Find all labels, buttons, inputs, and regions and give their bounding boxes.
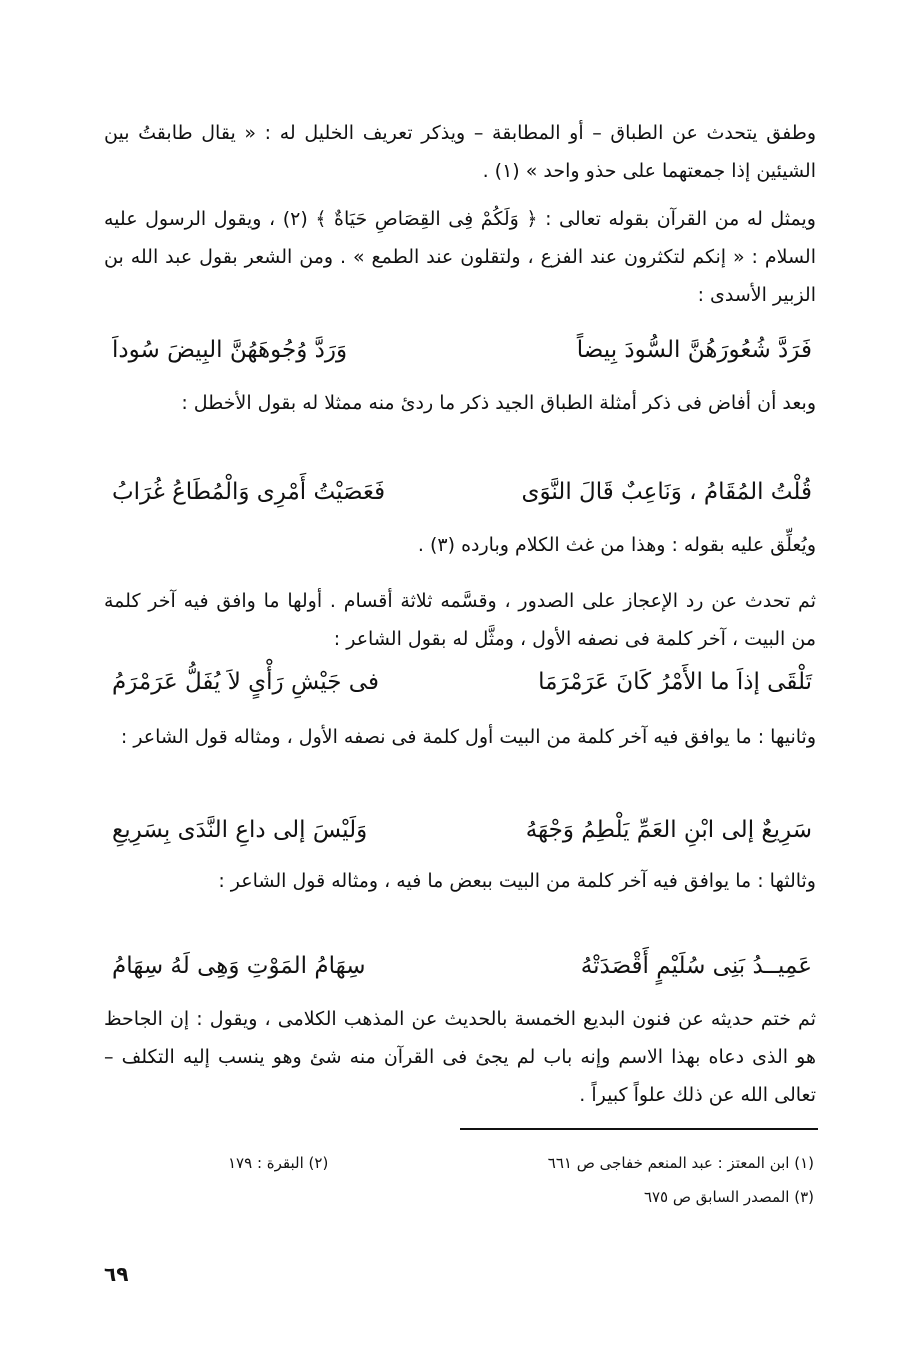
- verse-1: [112, 328, 812, 372]
- verse-5-second-hemistich: سِهَامُ المَوْتِ وَهِى لَهُ سِهَامُ: [112, 953, 366, 979]
- footnote-1: (١) ابن المعتز : عبد المنعم خفاجى ص ٦٦١: [547, 1154, 814, 1172]
- footnote-3: (٣) المصدر السابق ص ٦٧٥: [643, 1188, 814, 1206]
- verse-5-first-hemistich: عَمِيــدُ بَنِى سُلَيْمٍ أَقْصَدَتْهُ: [580, 953, 812, 979]
- verse-1-second-hemistich: وَرَدَّ وُجُوهَهُنَّ البِيضَ سُوداَ: [112, 337, 348, 363]
- paragraph-bad-tibaq: وبعد أن أفاض فى ذكر أمثلة الطباق الجيد ذكر ما ردئ منه ممثلا له بقول الأخطل :: [181, 392, 816, 414]
- verse-4-first-hemistich: سَرِيعٌ إلى ابْنِ العَمِّ يَلْطِمُ وَجْهَهُ: [525, 817, 812, 843]
- paragraph-second-type: وثانيها : ما يوافق فيه آخر كلمة من البيت أول كلمة فى نصفه الأول ، ومثاله قول الشاعر :: [120, 726, 816, 748]
- verse-2-first-hemistich: قُلْتُ المُقَامُ ، وَنَاعِبٌ قَالَ النَّوَى: [521, 479, 812, 505]
- verse-2-second-hemistich: فَعَصَيْتُ أَمْرِى وَالْمُطَاعُ غُرَابُ: [112, 479, 386, 505]
- verse-3: [112, 660, 812, 704]
- paragraph-radd-al-ijaz: ثم تحدث عن رد الإعجاز على الصدور ، وقسَّمه ثلاثة أقسام . أولها ما وافق فيه آخر كلمة من البيت ، آخر كلمة فى نصفه الأول ، ومثَّل له بقول الشاعر :: [104, 590, 816, 650]
- paragraph-tibaq-examples: ويمثل له من القرآن بقوله تعالى : ﴿ وَلَكُمْ فِى القِصَاصِ حَيَاةٌ ﴾ (٢) ، ويقول الرسول عليه السلام : « إنكم لتكثرون عند الفزع ، ولتقلون عند الطمع » . ومن الشعر بقول عبد الله بن الزبير الأسدى :: [104, 208, 816, 306]
- footnote-separator: [460, 1128, 818, 1130]
- paragraph-third-type: وثالثها : ما يوافق فيه آخر كلمة من البيت ببعض ما فيه ، ومثاله قول الشاعر :: [218, 870, 816, 892]
- verse-3-second-hemistich: فى جَيْشِ رَأْىٍ لاَ يُفَلُّ عَرَمْرَمُ: [112, 669, 379, 695]
- verse-5: [112, 944, 812, 988]
- page-number: ٦٩: [104, 1262, 129, 1286]
- verse-2: [112, 470, 812, 514]
- paragraph-madhhab-kalami: ثم ختم حديثه عن فنون البديع الخمسة بالحديث عن المذهب الكلامى ، ويقول : إن الجاحظ هو الذى دعاه بهذا الاسم وإنه باب لم يجئ فى القرآن منه شئ وهو ينسب إليه التكلف – تعالى الله عن ذلك علواً كبيراً .: [104, 1008, 816, 1106]
- verse-3-first-hemistich: تَلْقَى إذاَ ما الأَمْرُ كَانَ عَرَمْرَمَا: [538, 669, 812, 695]
- verse-1-first-hemistich: فَرَدَّ شُعُورَهُنَّ السُّودَ بِيضاً: [576, 337, 812, 363]
- verse-4-second-hemistich: وَلَيْسَ إلى داعِ النَّدَى بِسَرِيعِ: [112, 817, 368, 843]
- verse-4: [112, 808, 812, 852]
- paragraph-commentary: ويُعلِّق عليه بقوله : وهذا من غث الكلام وبارده (٣) .: [417, 534, 816, 556]
- paragraph-tibaq-definition: وطفق يتحدث عن الطباق – أو المطابقة – ويذكر تعريف الخليل له : « يقال طابقتُ بين الشيئين إذا جمعتهما على حذو واحد » (١) .: [104, 122, 816, 182]
- footnote-2: (٢) البقرة : ١٧٩: [228, 1154, 329, 1172]
